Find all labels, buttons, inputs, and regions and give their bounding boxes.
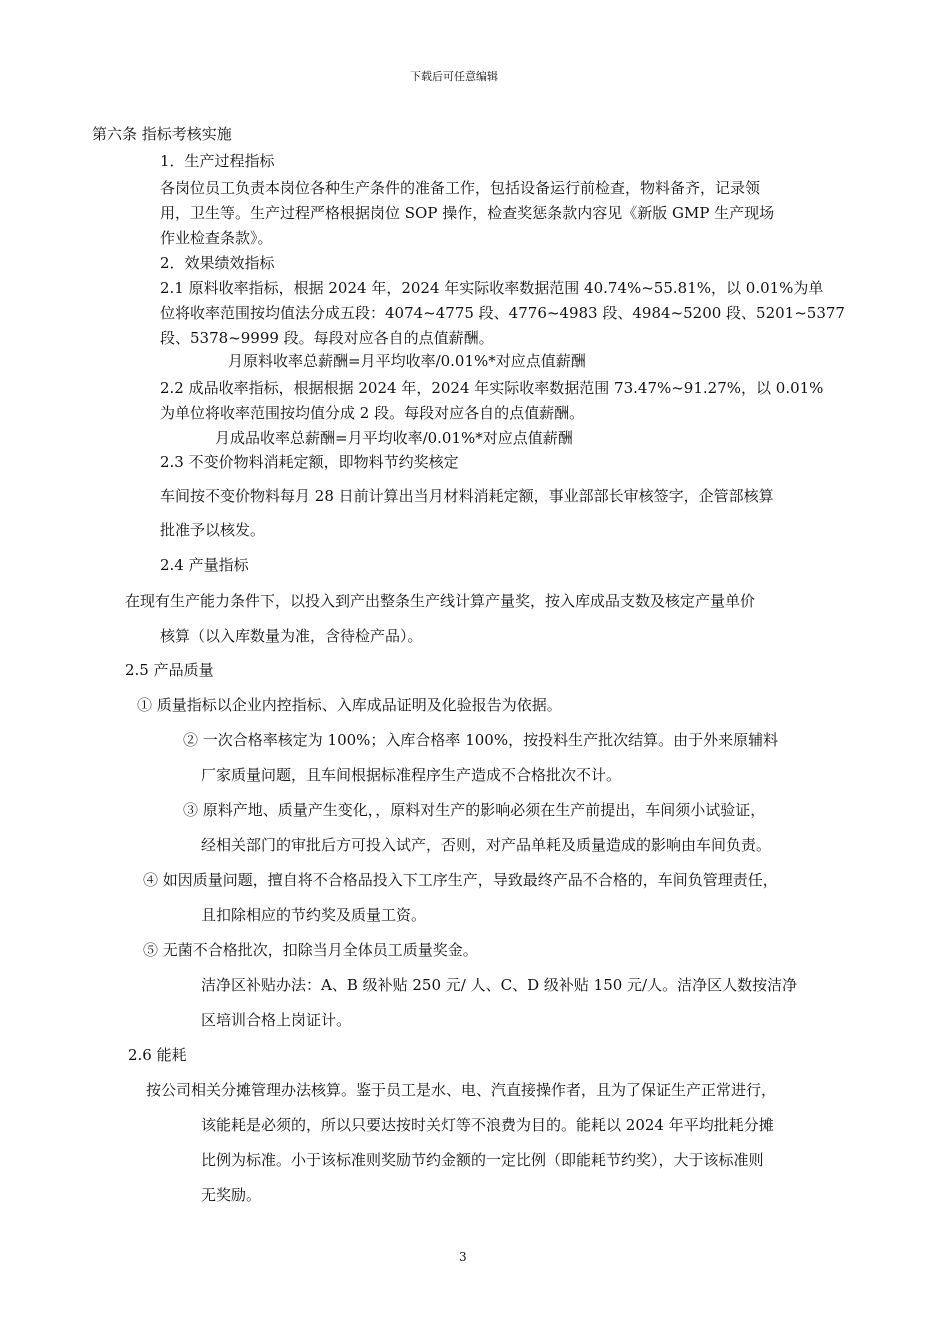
paragraph-line: 车间按不变价物料每月 28 日前计算出当月材料消耗定额，事业部部长审核签字，企管部核算 bbox=[160, 487, 774, 505]
subheading-2-5: 2.5 产品质量 bbox=[125, 661, 214, 679]
formula-product-yield: 月成品收率总薪酬=月平均收率/0.01%*对应点值薪酬 bbox=[215, 429, 573, 447]
paragraph-line: 用，卫生等。生产过程严格根据岗位 SOP 操作，检查奖惩条款内容见《新版 GMP 生产现场 bbox=[160, 204, 775, 222]
paragraph-line: 作业检查条款》。 bbox=[160, 229, 273, 247]
subheading-2-4: 2.4 产量指标 bbox=[160, 556, 249, 574]
paragraph-line: 为单位将收率范围按均值分成 2 段。每段对应各自的点值薪酬。 bbox=[160, 404, 585, 422]
subheading-2-6: 2.6 能耗 bbox=[128, 1046, 187, 1064]
section-heading-production: 1．生产过程指标 bbox=[160, 152, 275, 170]
paragraph-line: 在现有生产能力条件下，以投入到产出整条生产线计算产量奖，按入库成品支数及核定产量单价 bbox=[125, 592, 756, 610]
paragraph-line: 区培训合格上岗证计。 bbox=[201, 1011, 352, 1029]
paragraph-line: 2.1 原料收率指标，根据 2024 年，2024 年实际收率数据范围 40.74%~55.81%，以 0.01%为单 bbox=[160, 279, 824, 297]
paragraph-line: 批准予以核发。 bbox=[160, 521, 266, 539]
section-heading-performance: 2．效果绩效指标 bbox=[160, 254, 275, 272]
paragraph-line: 经相关部门的审批后方可投入试产，否则，对产品单耗及质量造成的影响由车间负责。 bbox=[201, 836, 772, 854]
quality-item-2: ② 一次合格率核定为 100%；入库合格率 100%，按投料生产批次结算。由于外来原辅料 bbox=[183, 731, 779, 749]
page-header: 下载后可任意编辑 bbox=[410, 70, 498, 83]
quality-item-5: ⑤ 无菌不合格批次，扣除当月全体员工质量奖金。 bbox=[143, 941, 478, 959]
paragraph-line: 位将收率范围按均值法分成五段：4074~4775 段、4776~4983 段、4984~5200 段、5201~5377 bbox=[160, 304, 845, 322]
subheading-2-3: 2.3 不变价物料消耗定额，即物料节约奖核定 bbox=[160, 453, 459, 471]
formula-raw-yield: 月原料收率总薪酬=月平均收率/0.01%*对应点值薪酬 bbox=[228, 352, 586, 370]
paragraph-line: 且扣除相应的节约奖及质量工资。 bbox=[201, 906, 427, 924]
paragraph-line: 2.2 成品收率指标，根据根据 2024 年，2024 年实际收率数据范围 73.47%~91.27%，以 0.01% bbox=[160, 379, 824, 397]
paragraph-line: 无奖励。 bbox=[201, 1186, 262, 1204]
page-number: 3 bbox=[459, 1250, 467, 1264]
quality-item-3: ③ 原料产地、质量产生变化，，原料对生产的影响必须在生产前提出，车间须小试验证， bbox=[183, 801, 766, 819]
article-title: 第六条 指标考核实施 bbox=[92, 125, 232, 143]
paragraph-line: 该能耗是必须的，所以只要达按时关灯等不浪费为目的。能耗以 2024 年平均批耗分摊 bbox=[201, 1116, 774, 1134]
paragraph-line: 厂家质量问题，且车间根据标准程序生产造成不合格批次不计。 bbox=[201, 766, 622, 784]
quality-item-4: ④ 如因质量问题，擅自将不合格品投入下工序生产，导致最终产品不合格的，车间负管理责任， bbox=[143, 871, 778, 889]
paragraph-line: 洁净区补贴办法：A、B 级补贴 250 元/ 人、C、D 级补贴 150 元/人。洁净区人数按洁净 bbox=[201, 976, 798, 994]
paragraph-line: 核算（以入库数量为准，含待检产品）。 bbox=[160, 627, 423, 645]
paragraph-line: 各岗位员工负责本岗位各种生产条件的准备工作，包括设备运行前检查，物料备齐，记录领 bbox=[160, 179, 761, 197]
paragraph-line: 段、5378~9999 段。每段对应各自的点值薪酬。 bbox=[160, 329, 494, 347]
quality-item-1: ① 质量指标以企业内控指标、入库成品证明及化验报告为依据。 bbox=[137, 696, 562, 714]
paragraph-line: 比例为标准。小于该标准则奖励节约金额的一定比例（即能耗节约奖），大于该标准则 bbox=[201, 1151, 764, 1169]
paragraph-line: 按公司相关分摊管理办法核算。鉴于员工是水、电、汽直接操作者，且为了保证生产正常进行， bbox=[146, 1081, 777, 1099]
